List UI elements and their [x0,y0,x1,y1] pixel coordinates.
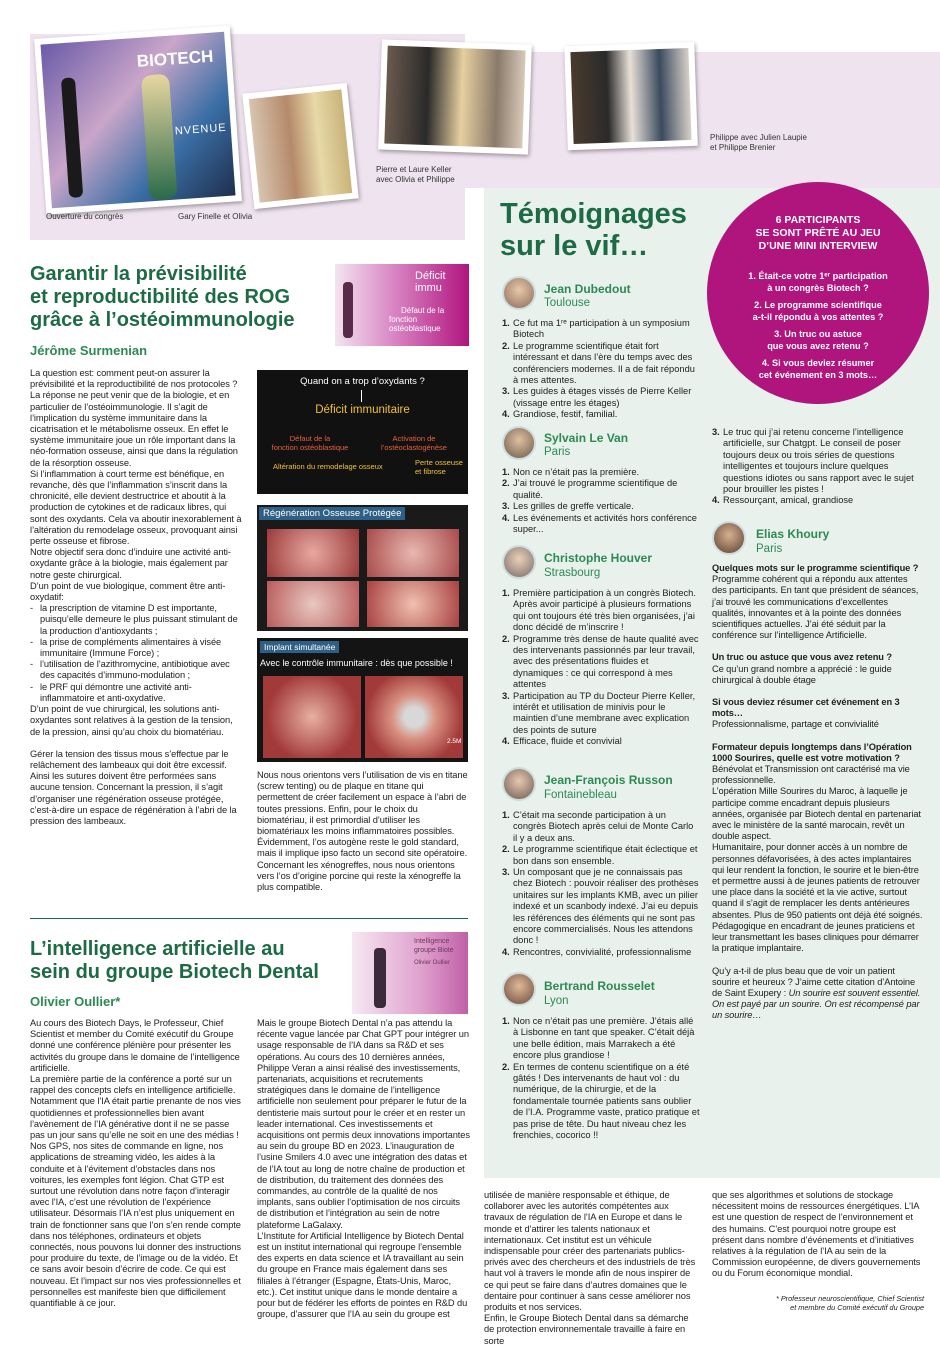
a1-bullet-2: - la prise de compléments alimentaires à visée immunitaire (Immune Force) ; [30,637,242,659]
answer-item: 2. Le programme scientifique était éclectique et bon dans son ensemble. [502,844,698,866]
photo-band-right [465,52,940,188]
implant-mark: 2.5M [447,738,462,745]
elias-a4: Bénévolat et Transmission ont caractérisé ma vie professionnelle. L’opération Mille Sourires du Maroc, à laquelle je participe comme encadrant depuis plusieurs années, organisée par Biotech dental en partenariat avec le ministère de la santé marocain, revêt un double aspect. Humanitaire, pour donner accès à un nombre de personnes défavorisées, à des actes implantaires qui leur rendent la fonction, le sourire et le bien-être et permettre aussi à de jeunes patients de retrouver une place dans la société et la vie active, surtout quand il s’agit de remplacer les dents antérieures absentes. Plus de 950 patients ont déjà été soignés. Pédagogique en encadrant de jeunes praticiens et leur transmettant les bases cliniques pour démarrer la pratique implantaire. [712,764,923,954]
photo-text-biotech: BIOTECH [136,46,214,71]
article1-header-slide [335,264,469,346]
article2-footnote: * Professeur neuroscientifique, Chief Scientist et membre du Comité exécutif du Groupe [775,1294,924,1312]
avatar-jean-dubedout [502,276,536,310]
a1-bullet-1: - la prescription de vitamine D est importante, puisqu’elle demeure le plus puissant stimulant de la production d’antioxydants ; [30,603,242,637]
name-jean-dubedout: Jean Dubedout [544,282,631,296]
a1-p3: Si l’inflammation à court terme est bénéfique, en revanche, dès que l’inflammation s’inscrit dans la chronicité, elle devient destructrice et aboutit à la production de cytokines et de radicaux libres, qui sont des oxydants. Cela va aboutir inexorablement à l’altération du remodelage osseux, provoquant ainsi perte osseuse et fibrose. [30,468,242,547]
elias-a1: Programme cohérent qui a répondu aux attentes des participants. En tant que président de séances, j’ai trouvé les communications d’excellentes qualités, innovantes et à la pointe des données scientifiques actuelles. J’ai été séduit par la conférence sur l’intelligence Artificielle. [712,574,919,641]
avatar-christophe-houver [502,545,536,579]
elias-q2: Un truc ou astuce que vous avez retenu ? [712,652,892,663]
regeneration-slide [257,505,468,631]
answer-item: 3. Les grilles de greffe verticale. [502,501,634,512]
name-sylvain-le-van: Sylvain Le Van [544,431,629,445]
answer-item: 2. Le programme scientifique était fort intéressant et dans l’ère du temps avec des conférenciers modernes. Il a de fait répondu à mes attentes. [502,340,695,386]
elias-q3: Si vous deviez résumer cet événement en 3 mots… [712,697,900,719]
a1-p6: D’un point de vue chirurgical, les solutions anti-oxydantes sont relatives à la gestion de la tension, de la pression, ainsi qu’au choix du biomatériau. [30,704,233,737]
answers-jean-francois-russon [502,810,700,958]
diagram-bottom-left: Altération du remodelage osseux [273,462,383,471]
city-elias-khoury: Paris [756,543,783,555]
city-jean-francois-russon: Fontainebleau [544,789,617,801]
circle-q4: 4. Si vous deviez résumer cet événement en 3 mots… [758,358,878,380]
caption-gary: Gary Finelle et Olivia [178,212,253,221]
a2-c1-p3: Nos GPS, nos sites de commande en ligne, nos applications de streaming vidéo, les aides à la conduite et à l’évitement d’obstacles dans nos voitures, les exemples font légion. Chat GTP est surtout une révolution dans notre façon d’interagir avec l’IA, c’est une révolution de l’expérience utilisateur. Désormais l’IA n’est plus uniquement en train de fonctionner sans que l’on s’en rende compte dans nos téléphones, ordinateurs et objets connectés, nous pouvons lui donner des instructions pour produire du texte, de l’image ou de la vidéo. Et ce sans avoir besoin d’écrire de code. Ce qui est nouveau. Et l’impact sur nos vies professionnelles et personnelles est manifeste bien que difficilement quantifiable à ce jour. [30,1141,241,1309]
implant-slide [257,638,468,762]
regeneration-title: Régénération Osseuse Protégée [259,507,405,520]
caption-philippe: Philippe avec Julien Laupie et Philippe Brenier [710,133,807,152]
answer-item: 4. Ressourçant, amical, grandiose [712,495,854,506]
answer-item: 2. J’ai trouvé le programme scientifique de qualité. [502,478,678,500]
article1-col2: Nous nous orientons vers l’utilisation de vis en titane (screw tenting) ou de plaque en titane qui permettent de créer facilement un espace à l’abri de toutes pressions. Enfin, pour le choix du biomatériau, il est primordial d’utiliser les biomatériaux les moins inflammatoires possibles. Évidemment, l’os autogène reste le gold standard, mais il implique ipso facto un second site opératoire. Concernant les xénogreffes, nous nous orientons vers l’os d’origine porcine qui reste la xénogreffe la plus compatible. [257,770,468,893]
article2-header-slide [352,932,468,1014]
answer-item: 3. Un composant que je ne connaissais pas chez Biotech : pouvoir réaliser des prothèses unitaires sur les implants KMB, avec un pilier indexé et un scanbody indexé. J’ai eu depuis les références des éléments qui ne sont pas encore commercialisés. Nous les attendons donc ! [502,867,699,946]
a2-c2-p2: L’Institute for Artificial Intelligence by Biotech Dental est un institut international qui regroupe l’ensemble des experts en data science et IA travaillant au sein du groupe en France mais également dans ses filiales à l’étranger (Espagne, États-Unis, Maroc, etc.). Cet institut unique dans le monde dentaire a pour but de fédérer les efforts de pointes en R&D du groupe, d’assurer que l’IA au sein du groupe est [257,1230,468,1320]
circle-q1: 1. Était-ce votre 1ᵉʳ participation à un congrès Biotech ? [748,271,888,293]
diagram-mid: Déficit immunitaire [315,404,410,416]
answers-bertrand-rousselet [502,1016,700,1141]
a1-bullet-4: - le PRF qui démontre une activité anti-inflammatoire et anti-oxydative. [30,682,242,704]
elias-q4: Formateur depuis longtemps dans l’Opération 1000 Sourires, quelle est votre motivation ? [712,741,912,763]
article2-title: L’intelligence artificielle au sein du groupe Biotech Dental [30,938,319,983]
article2-col1 [30,1018,242,1309]
a2-c1-p1: Au cours des Biotech Days, le Professeur, Chief Scientist et member du Comité exécutif du Groupe donné une conférence plénière pour présenter les activités du groupe dans le domaine de l’intelligence artificielle. [30,1018,240,1073]
testimonials-title: Témoignages sur le vif… [500,198,687,262]
answer-item: 3. Le truc qui j’ai retenu concerne l’intelligence artificielle, sur Chatgpt. Le conseil de poser toujours deux ou trois séries de questions intelligentes et toujours inclure quelques questions idiotes ou sans rapport avec le sujet pour brouiller les pistes ! [712,427,914,495]
answer-item: 1. Non ce n’était pas une première. J’étais allé à Lisbonne en tant que speaker. C’était déjà une belle édition, mais Marrakech a été encore plus grandiose ! [502,1016,695,1061]
photo-opening [34,25,242,214]
diagram-slide [257,370,468,494]
caption-keller: Pierre et Laure Keller avec Olivia et Philippe [376,165,455,184]
city-bertrand-rousselet: Lyon [544,995,569,1007]
city-sylvain-le-van: Paris [544,446,571,458]
name-jean-francois-russon: Jean-François Russon [544,773,673,787]
a2-slide-l3: Olivier Oullier [414,960,451,966]
name-christophe-houver: Christophe Houver [544,551,653,565]
header-slide-line1: Déficit immu [415,270,446,294]
section-divider [30,918,468,919]
avatar-jean-francois-russon [502,767,536,801]
elias-closing: Qu’y a-t-il de plus beau que de voir un patient sourire et heureux ? J’aime cette citation d’Antoine de Saint Exupery : Un sourire est souvent essentiel. On est payé par un sourire. On est récompensé par un sourire… [712,965,921,1021]
article2-col2 [257,1018,470,1320]
a1-p5: D’un point de vue biologique, comment être anti-oxydatif: [30,580,226,603]
answers-sylvain-le-van [502,467,700,535]
answer-item: 1. C’était ma seconde participation à un congrès Biotech après celui de Monte Carlo il y a deux ans. [502,810,694,843]
elias-interview [712,563,924,1022]
circle-q2: 2. Le programme scientifique a-t-il répondu à vos attentes ? [752,300,884,322]
a2-c1-p2: La première partie de la conférence a porté sur un rappel des concepts clefs en intelligence artificielle. Notamment que l’IA était partie prenante de nos vies quotidiennes et professionnelles bien avant l’avènement de l’IA générative dont il ne se passe pas un jour sans qu’elle ne soit en une des médias ! [30,1074,241,1141]
diagram-right: Activation de l’ostéoclastogénèse [381,434,447,452]
name-bertrand-rousselet: Bertrand Rousselet [544,979,655,993]
elias-a3: Professionnalisme, partage et convivialité [712,719,879,730]
diagram-bottom-right: Perte osseuse et fibrose [415,458,463,476]
a1-p4: Notre objectif sera donc d’induire une activité anti-oxydante grâce à la biologie, mais également par notre geste chirurgical. [30,547,231,580]
implant-tag: Implant simultanée [260,641,339,653]
header-slide-line3: fonction ostéoblastique [389,315,441,333]
answer-item: 2. En termes de contenu scientifique on a été gâtés ! Des intervenants de haut vol : du numérique, de la chirurgie, et de la fondamentale tournée patients sans oublier de l’I.A. Programme vaste, pratico pratique et pas prise de tête. Du haut niveau chez les frenchies, cocorico !! [502,1061,700,1141]
elias-q1: Quelques mots sur le programme scientifique ? [712,563,919,573]
photo-keller [378,39,532,154]
answer-item: 1. Ce fut ma 1ʳᵉ participation à un symposium Biotech [502,318,690,340]
answer-item: 3. Participation au TP du Docteur Pierre Keller, intérêt et utilisation de minivis pour le maintien d’une membrane avec explication des points de suture [502,690,696,735]
answers-jean-dubedout [502,318,700,421]
avatar-elias-khoury [712,521,746,555]
elias-a2: Ce qu’un grand nombre a apprécié : le guide chirurgical à double étage [712,663,892,685]
caption-opening: Ouverture du congrès [46,212,124,221]
circle-q3: 3. Un truc ou astuce que vous avez retenu ? [767,329,869,351]
implant-title: Avec le contrôle immunitaire : dès que possible ! [260,658,453,668]
answer-item: 3. Les guides à étages vissés de Pierre Keller (vissage entre les étages) [502,386,692,408]
answer-item: 1. Non ce n’était pas la première. [502,467,640,477]
answers-christophe-houver [502,588,700,748]
a1-p7: Gérer la tension des tissus mous s’effectue par le relâchement des lambeaux qui doit être excessif. Ainsi les sutures doivent être performées sans aucune tension. Concernant la pression, il s’agit d’organiser une régénération osseuse protégée, c’est-à-dire un espace de régénération à l’abri de la pression des lambeaux. [30,748,237,826]
city-christophe-houver: Strasbourg [544,567,601,579]
answer-item: 4. Rencontres, convivialité, professionnalisme [502,946,692,957]
elias-quote: Un sourire est souvent essentiel. On est payé par un sourire. On est récompensé par un sourire… [712,987,921,1021]
a1-p1: La question est: comment peut-on assurer la prévisibilité et la reproductibilité de nos protocoles ? [30,368,238,390]
avatar-sylvain-le-van [502,426,536,460]
diagram-left: Défaut de la fonction ostéoblastique [271,434,349,452]
article2-col3: utilisée de manière responsable et éthique, de collaborer avec les autorités compétentes aux travaux de régulation de l’IA en Europe et dans le monde et d’attirer les talents nationaux et internationaux. Cet institut est un véhicule indispensable pour créer des partenariats publics-privés avec des chercheurs et des industriels de très haut vol à travers le monde afin de nous inspirer de ce qui peut se faire dans d’autres domaines que le dentaire pour continuer à sans cesse améliorer nos produits et nos services. Enfin, le Groupe Biotech Dental dans sa démarche de protection environnementale travaille à faire en sorte [484,1190,696,1346]
answer-item: 1. Première participation à un congrès Biotech. Après avoir participé à plusieurs formations qui ont toujours été très bien organisées, j’ai donc décidé de m’inscrire ! [502,588,696,633]
article2-col4: que ses algorithmes et solutions de stockage nécessitent moins de ressources énergétiques. L’IA est une question de respect de l’environnement et des humains. C’est pourquoi notre groupe est présent dans nombre d’événements et d’initiatives relatives à la régulation de l’IA au sein de la Commission européenne, de divers gouvernements ou du Forum économique mondial. [712,1190,921,1279]
answer-item: 4. Efficace, fluide et convivial [502,736,622,747]
a1-bullet-3: - l’utilisation de l’azithromycine, antibiotique avec des capacités d’immuno-modulation ; [30,659,242,681]
a1-p2: La réponse ne peut venir que de la biologie, et en particulier de l’ostéoimmunologie. Il s’agit de l’implication du système immunitaire dans la cicatrisation et le métabolisme osseux. En effet le système immunitaire joue un rôle important dans la néo-formation osseuse, ainsi que dans la régulation de la résorption osseuse. [30,390,238,468]
article1-author: Jérôme Surmenian [30,343,148,358]
a2-c2-p1: Mais le groupe Biotech Dental n’a pas attendu la récente vague lancée par Chat GPT pour intégrer un usage responsable de l’IA dans sa R&D et ses opérations. Au cours des 10 dernières années, Philippe Veran a ainsi réalisé des investissements, partenariats, acquisitions et recrutements stratégiques dans le domaine de l’intelligence artificielle non seulement pour préparer le futur de la dentisterie mais surtout pour le créer et en rester un leader international. Ces investissements et acquisitions ont permis deux innovations importantes au sein du groupe BD en 2023. L’inauguration de l’usine Smilers 4.0 avec une intégration des datas et de l’IA tout au long de notre chaîne de production et de distribution, du traitement des données des commandes, au contrôle de la qualité de nos implants, sans oublier l’optimisation de nos circuits de distribution et l’intégration au sein de notre plateforme LaGalaxy. [257,1018,470,1230]
answer-item: 4. Les événements et activités hors conférence super... [502,512,697,535]
article1-title: Garantir la prévisibilité et reproductibilité des ROG grâce à l’ostéoimmunologie [30,263,295,331]
a2-slide-l1: Intelligence [414,938,450,945]
avatar-bertrand-rousselet [502,972,536,1006]
photo-text-venue: NVENUE [174,121,228,138]
article2-author: Olivier Oullier* [30,994,121,1009]
article1-col1 [30,368,242,827]
name-elias-khoury: Elias Khoury [756,527,830,541]
a2-slide-l2: groupe Biote [414,947,454,954]
answer-item: 2. Programme très dense de haute qualité avec des intervenants passionnés par leur travail, avec des présentations fluides et dynamiques : ce qui correspond à mes attentes [502,633,699,690]
photo-gary [242,83,359,209]
city-jean-dubedout: Toulouse [544,297,591,309]
diagram-top: Quand on a trop d’oxydants ? [300,376,425,387]
header-slide-line2: Défaut de la [401,306,445,315]
circle-heading: 6 PARTICIPANTS SE SONT PRÊTÉ AU JEU D’UNE MINI INTERVIEW [755,214,881,252]
photo-philippe [564,42,698,150]
answer-item: 4. Grandiose, festif, familial. [502,409,618,420]
bertrand-answers-cont [712,427,922,507]
